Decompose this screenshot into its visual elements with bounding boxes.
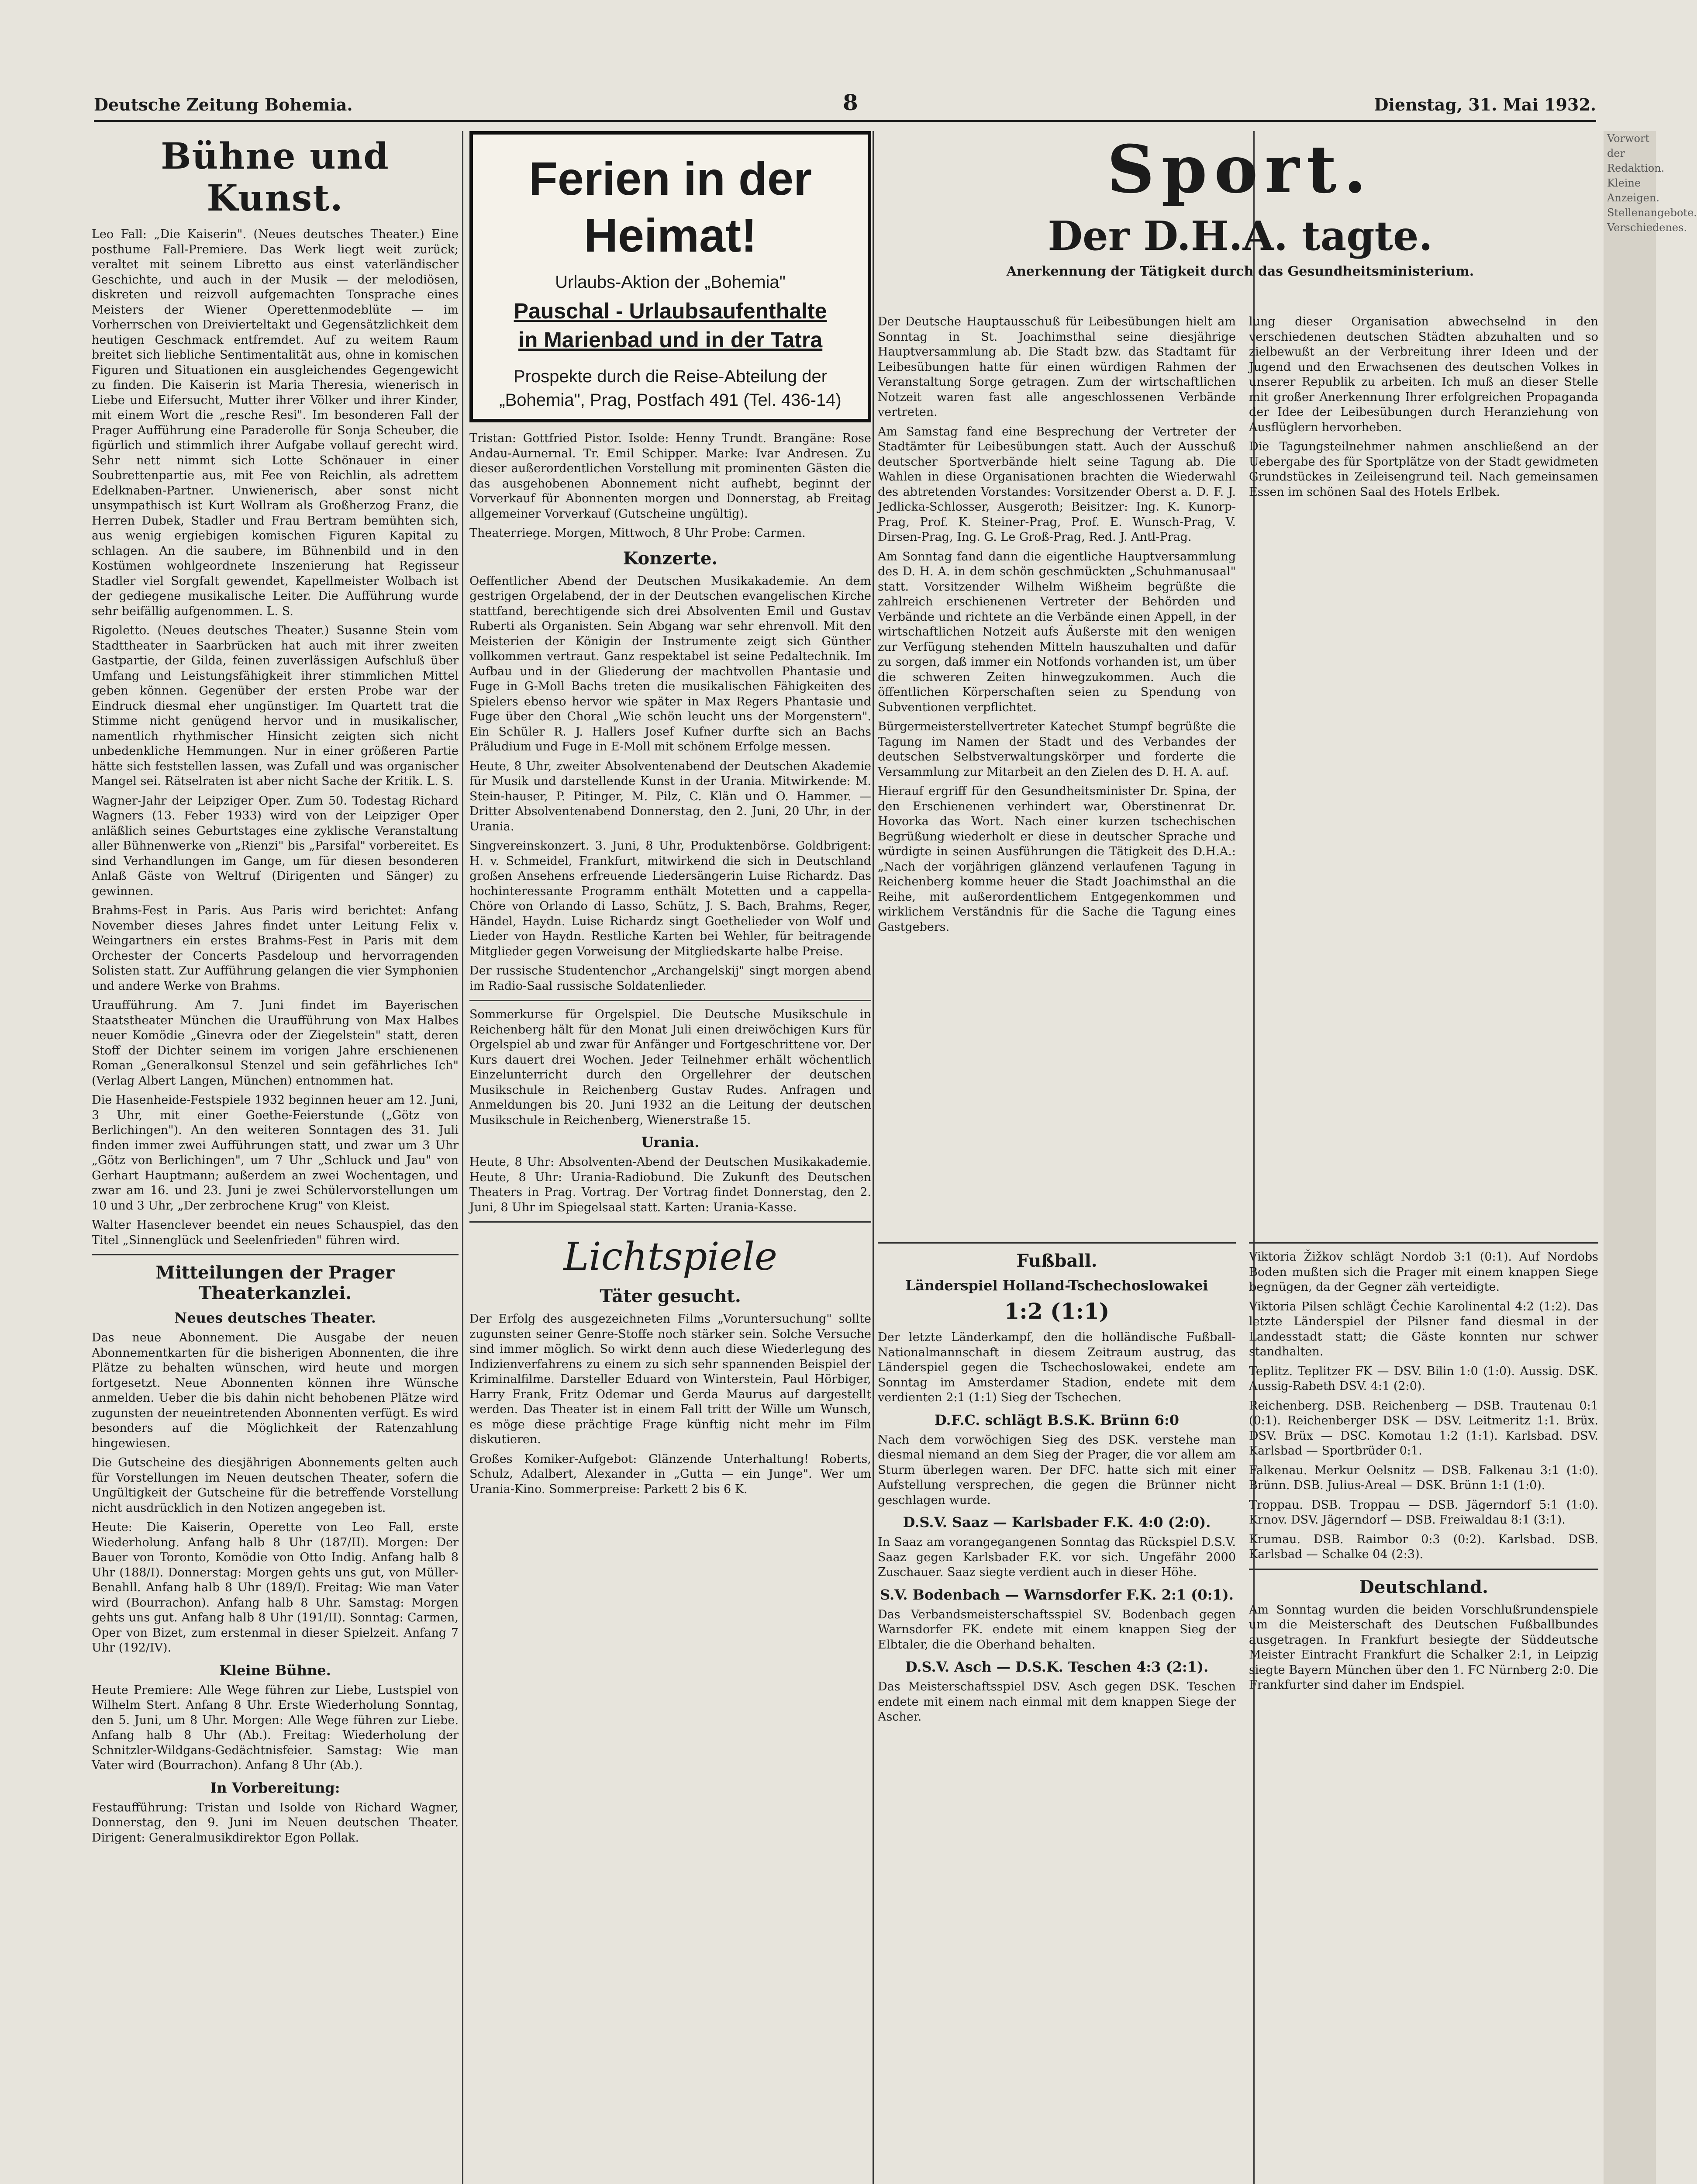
article-paragraph: Heute: Die Kaiserin, Operette von Leo Fall, erste Wiederholung. Anfang halb 8 Uhr (187/II). Morgen: Der Bauer von Toronto, Komödie von Otto Indig. Anfang halb 8 Uhr (188/I). Donnerstag: Morgen gehts uns gut, von Müller-Benahll. Anfang halb 8 Uhr (189/I). Freitag: Wie man Vater wird (Bourrachon). Anfang halb 8 Uhr. Samstag: Morgen gehts uns gut. Anfang halb 8 Uhr (191/II). Sonntag: Carmen, Oper von Bizet, zum erstenmal in dieser Spielzeit. Anfang 7 Uhr (192/IV). bbox=[92, 1521, 459, 1655]
article-paragraph: Der letzte Länderkampf, den die holländische Fußball-Nationalmannschaft in diesem Zeitraum austrug, das Länderspiel gegen die Tschechoslowakei, endete am Sonntag im Amsterdamer Stadion, endete mit dem verdienten 2:1 (1:1) Sieg der Tschechen. bbox=[878, 1330, 1236, 1404]
divider bbox=[92, 1254, 459, 1255]
article-paragraph: Wagner-Jahr der Leipziger Oper. Zum 50. Todestag Richard Wagners (13. Feber 1933) wird von der Leipziger Oper anläßlich seines Geburtstages eine zyklische Veranstaltung aller Bühnenwerke von „Rienzi" bis „Parsifal" vorbereitet. Es sind Verhandlungen im Gange, um für diesen besonderen Anlaß Gäste von Weltruf (Dirigenten und Sänger) zu gewinnen. bbox=[92, 794, 459, 898]
masthead-date: Dienstag, 31. Mai 1932. bbox=[1374, 95, 1596, 114]
article-paragraph: Die Hasenheide-Festspiele 1932 beginnen heuer am 12. Juni, 3 Uhr, mit einer Goethe-Feierstunde („Götz von Berlichingen"). An den weiteren Sonntagen des 31. Juli finden immer zwei Aufführungen statt, und zwar um 3 Uhr „Götz von Berlichingen", um 7 Uhr „Schluck und Jau" von Gerhart Hauptmann; außerdem an zwei Wochentagen, und zwar am 16. und 23. Juni je zwei Schülervorstellungen um 10 und 3 Uhr, „Der zerbrochene Krug" von Kleist. bbox=[92, 1093, 459, 1213]
article-paragraph: Leo Fall: „Die Kaiserin". (Neues deutsches Theater.) Eine posthume Fall-Premiere. Das Werk liegt weit zurück; veraltet mit seinem Libretto aus einst vaterländischer Geschichte, und auch in der Musik — der melodiösen, diskreten und reizvoll aufgemachten Tonsprache eines Meisters der Wiener Operettenmodeblüte — im Vorherrschen von Dreivierteltakt und Gegensätzlichkeit dem heutigen Geschmack entfremdet. Auf zu weitem Raum breitet sich liebliche Sentimentalität aus, ohne in komischen Figuren und Situationen ein ausgleichendes Gegengewicht zu finden. Die Kaiserin ist Maria Theresia, wienerisch in Liebe und Eifersucht, Mutter ihrer Völker und ihrer Kinder, mit einem Wort die „resche Resi". Im besonderen Fall der Prager Aufführung eine Paraderolle für Sonja Scheuber, die figürlich und stimmlich ihrer Aufgabe vollauf gerecht wird. Sehr nett nimmt sich Lotte Schönauer in einer Soubrettenpartie aus, mit Fee von Reichlin, als adrettem Edelknaben-Partner. Unwienerisch, aber sonst nicht unsympathisch ist Kurt Wollram als Großherzog Franz, die Herren Dubek, Stadler und Frau Bertram bemühten sich, aus wenig ergiebigen komischen Figuren Kapital zu schlagen. An die saubere, im Bühnenbild und in den Kostümen wohlgeordnete Inszenierung hat Regisseur Stadler viel Sorgfalt gewendet, Kapellmeister Wolbach ist der gediegene musikalische Leiter. Die Aufführung wurde sehr beifällig aufgenommen. L. S. bbox=[92, 228, 459, 618]
result-paragraph: Falkenau. Merkur Oelsnitz — DSB. Falkenau 3:1 (1:0). Brünn. DSB. Julius-Areal — DSK. Brünn 1:1 (1:0). bbox=[1249, 1463, 1598, 1492]
sport-header bbox=[878, 131, 1603, 314]
article-paragraph: Sommerkurse für Orgelspiel. Die Deutsche Musikschule in Reichenberg hält für den Monat Juli einen dreiwöchigen Kurs für Orgelspiel ab und zwar für Anfänger und Fortgeschrittene vor. Der Kurs dauert drei Wochen. Jeder Teilnehmer erhält wöchentlich Einzelunterricht durch den Orgellehrer der deutschen Musikschule in Reichenberg Gustav Rudes. Anfragen und Anmeldungen bis 20. Juni 1932 an die Leitung der deutschen Musikschule in Reichenberg, Wienerstraße 15. bbox=[469, 1008, 871, 1127]
result-paragraph: Viktoria Pilsen schlägt Čechie Karolinental 4:2 (1:2). Das letzte Länderspiel der Pilsner fand diesmal in der Landesstadt statt; die Gäste konnten nur schwer standhalten. bbox=[1249, 1299, 1598, 1358]
article-paragraph: Am Samstag fand eine Besprechung der Vertreter der Stadtämter für Leibesübungen statt. Auch der Ausschuß deutscher Sportverbände hielt seine Tagung ab. Die Wahlen in diese Organisationen brachten die Wiederwahl des abtretenden Vorstandes: Vorsitzender Oberst a. D. F. J. Jedlicka-Schlosser, Ausgeroth; Beisitzer: Ing. K. Kunorp-Prag, Prof. K. Steiner-Prag, Prof. E. Wunsch-Prag, V. Dirsen-Prag, Ing. G. Le Groß-Prag, Red. J. Antl-Prag. bbox=[878, 425, 1236, 544]
article-paragraph: Bürgermeisterstellvertreter Katechet Stumpf begrüßte die Tagung im Namen der Stadt und des Verbandes der deutschen Selbstverwaltungskörper und forderte die Versammlung zur Mitarbeit an den Zielen des D. H. A. auf. bbox=[878, 720, 1236, 779]
article-paragraph: Uraufführung. Am 7. Juni findet im Bayerischen Staatstheater München die Uraufführung von Max Halbes neuer Komödie „Ginevra oder der Ziegelstein" statt, deren Stoff der Dichter seinem im vorigen Jahre erschienenen Roman „Generalkonsul Stenzel und sein gefährliches Ich" (Verlag Albert Langen, München) entnommen hat. bbox=[92, 999, 459, 1088]
column-sport-left bbox=[878, 314, 1236, 1232]
section-heading-konzerte: Konzerte. bbox=[623, 548, 718, 569]
result-paragraph: Viktoria Žižkov schlägt Nordob 3:1 (0:1). Auf Nordobs Boden mußten sich die Prager mit einem knappen Siege begnügen, da der Gegner zäh verteidigte. bbox=[1249, 1250, 1598, 1294]
article-paragraph: Heute, 8 Uhr, zweiter Absolventenabend der Deutschen Akademie für Musik und darstellende Kunst in der Urania. Mitwirkende: M. Stein-hauser, P. Pitinger, M. Pilz, C. Klän und O. Hammer. — Dritter Absolventenabend Donnerstag, den 2. Juni, 20 Uhr, in der Urania. bbox=[469, 759, 871, 833]
article-paragraph: Die Tagungsteilnehmer nahmen anschließend an der Uebergabe des für Sportplätze von der Stadt gewidmeten Grundstückes in Zeileisengrund teil. Nach gemeinsamen Essen im schönen Saal des Hotels Erlbek. bbox=[1249, 440, 1598, 499]
subsection-heading: Neues deutsches Theater. bbox=[174, 1310, 376, 1326]
section-title-sport: Sport. bbox=[1107, 131, 1373, 208]
article-paragraph: Am Sonntag fand dann die eigentliche Hauptversammlung des D. H. A. in dem schön geschmückten „Schuhmanusaal" statt. Vorsitzender Wilhelm Wißheim begrüßte die zahlreich erschienenen Vertreter der Behörden und Verbände und richtete an die Verbände einen Appell, in der wirtschaftlichen Notzeit aufs Äußerste mit den wenigen zur Verfügung stehenden Mitteln hauszuhalten und dafür zu sorgen, daß immer ein Notfonds vorhanden ist, um über die schweren Zeiten hinwegzukommen. Auch die öffentlichen Körperschaften seien zu Spendung von Subventionen verpflichtet. bbox=[878, 549, 1236, 714]
section-heading-urania: Urania. bbox=[641, 1134, 700, 1151]
article-paragraph: Theaterriege. Morgen, Mittwoch, 8 Uhr Probe: Carmen. bbox=[469, 526, 806, 540]
article-headline: D.F.C. schlägt B.S.K. Brünn 6:0 bbox=[934, 1411, 1180, 1428]
article-paragraph: Das neue Abonnement. Die Ausgabe der neuen Abonnementkarten für die bisherigen Abonnenten, die ihre Plätze zu behalten wünschen, wird heute und morgen fortgesetzt. Neue Abonnenten können ihre Wünsche anmelden. Ueber die bis dahin nicht behobenen Plätze wird zugunsten der neueintretenden Abonnenten verfügt. Es wird besonders auf die Möglichkeit der Ratenzahlung hingewiesen. bbox=[92, 1331, 459, 1450]
article-headline: Länderspiel Holland-Tschechoslowakei bbox=[905, 1277, 1208, 1294]
divider bbox=[1249, 1569, 1598, 1570]
divider bbox=[1249, 1242, 1598, 1244]
column-sport-right bbox=[1249, 314, 1598, 1210]
ad-subtitle: Urlaubs-Aktion der „Bohemia" bbox=[555, 273, 786, 292]
edge-text: Vorwort der Redaktion. Kleine Anzeigen. Stellenangebote. Verschiedenes. bbox=[1607, 132, 1697, 234]
ad-footer: Prospekte durch die Reise-Abteilung der „Bohemia", Prag, Postfach 491 (Tel. 436-14) bbox=[499, 367, 842, 410]
column-ad-and-konzerte bbox=[469, 131, 871, 2184]
column-rule bbox=[462, 131, 463, 2184]
advertisement-box bbox=[469, 131, 871, 422]
article-paragraph: Oeffentlicher Abend der Deutschen Musikakademie. An dem gestrigen Orgelabend, der in der Deutschen evangelischen Kirche stattfand, berechtigende sich drei Absolventen Emil und Gustav Ruberti als Organisten. Sein Abgang war sehr ehrenvoll. Mit den Meisterien der Königin der Instrumente zeigt sich Günther vollkommen vertraut. Ganz respektabel ist seine Pedaltechnik. Im Aufbau und in der Gliederung der machtvollen Phantasie und Fuge in G-Moll Bachs treten die musikalischen Fähigkeiten des Spielers ebenso hervor wie später in Max Regers Phantasie und Fuge über den Choral „Wie schön leucht uns der Morgenstern". Ein Schüler R. J. Hallers Josef Kufner durfte sich an Bachs Präludium und Fuge in E-Moll mit schönem Erfolge messen. bbox=[469, 574, 871, 753]
column-buehne-und-kunst bbox=[92, 131, 459, 2184]
article-paragraph: Tristan: Gottfried Pistor. Isolde: Henny Trundt. Brangäne: Rose Andau-Aurnernal. Tr. Emil Schipper. Marke: Ivar Andresen. Zu dieser außerordentlichen Vorstellung mit prominenten Gästen die das ausgehobenen Abonnement nicht aufhebt, beginnt der Vorverkauf für Abonnenten morgen und Donnerstag, ab Freitag allgemeiner Vorverkauf (Gutscheine ungültig). bbox=[469, 432, 871, 521]
adjacent-page-edge bbox=[1604, 131, 1697, 2184]
page-number: 8 bbox=[843, 90, 858, 115]
section-heading-deutschland: Deutschland. bbox=[1359, 1576, 1488, 1597]
article-headline: Täter gesucht. bbox=[600, 1286, 741, 1306]
result-paragraph: Teplitz. Teplitzer FK — DSV. Bilin 1:0 (1:0). Aussig. DSK. Aussig-Rabeth DSV. 4:1 (2:0). bbox=[1249, 1364, 1598, 1393]
subsection-heading: In Vorbereitung: bbox=[210, 1779, 340, 1796]
article-subheadline: Anerkennung der Tätigkeit durch das Gesundheitsministerium. bbox=[1006, 264, 1474, 279]
article-paragraph: Singvereinskonzert. 3. Juni, 8 Uhr, Produktenbörse. Goldbrigent: H. v. Schmeidel, Frankfurt, mitwirkend die sich in Deutschland großen Ansehens erfreuende Liedersängerin Luise Richardz. Das hochinteressante Programm enthält Motetten und a cappella-Chöre von Orlando di Lasso, Schütz, J. S. Bach, Brahms, Reger, Händel, Haydn. Luise Richardz singt Goethelieder von Wolf und Lieder von Haydn. Restliche Karten bei Wehler, für beitragende Mitglieder gegen Vorweisung der Mitgliedskarte halbe Preise. bbox=[469, 839, 871, 958]
article-paragraph: lung dieser Organisation abwechselnd in den verschiedenen deutschen Städten abzuhalten und so zielbewußt an der Verbreitung ihrer Ideen und der Jugend und den Erwachsenen des deutschen Volkes in unserer Republik zu arbeiten. Ich muß an dieser Stelle mit großer Anerkennung Ihrer erfolgreichen Propaganda der Idee der Leibesübungen durch Heranziehung von Ausflüglern hervorheben. bbox=[1249, 315, 1598, 434]
ad-title: Ferien in der Heimat! bbox=[528, 152, 812, 262]
subsection-heading: Kleine Bühne. bbox=[219, 1662, 331, 1679]
result-paragraph: Reichenberg. DSB. Reichenberg — DSB. Trautenau 0:1 (0:1). Reichenberger DSK — DSV. Leitmeritz 1:1. Brüx. DSV. Brüx — DSC. Komotau 1:2 (1:1). Karlsbad. DSV. Karlsbad — Sportbrüder 0:1. bbox=[1249, 1399, 1598, 1458]
article-paragraph: Nach dem vorwöchigen Sieg des DSK. verstehe man diesmal niemand an dem Sieg der Prager, die vor allem am Sturm überlegen waren. Der DFC. hatte sich mit einer Aufstellung versprechen, die gegen die Brünner nicht geschlagen wurde. bbox=[878, 1433, 1236, 1507]
article-headline: D.S.V. Asch — D.S.K. Teschen 4:3 (2:1). bbox=[905, 1659, 1209, 1675]
page-header bbox=[94, 90, 1596, 122]
article-paragraph: Der Deutsche Hauptausschuß für Leibesübungen hielt am Sonntag in St. Joachimsthal seine diesjährige Hauptversammlung ab. Die Stadt bzw. das Stadtamt für Leibesübungen hatte für einen würdigen Rahmen der Veranstaltung Sorge getragen. Zum der wirtschaftlichen Notzeit waren fast alle angeschlossenen Verbände vertreten. bbox=[878, 315, 1236, 419]
article-paragraph: Das Meisterschaftsspiel DSV. Asch gegen DSK. Teschen endete mit einem nach einmal mit dem knappen Siege der Ascher. bbox=[878, 1680, 1236, 1724]
article-paragraph: In Saaz am vorangegangenen Sonntag das Rückspiel D.S.V. Saaz gegen Karlsbader F.K. vor sich. Ungefähr 2000 Zuschauer. Saaz siegte verdient auch in dieser Höhe. bbox=[878, 1535, 1236, 1579]
article-paragraph: Der Erfolg des ausgezeichneten Films „Voruntersuchung" sollte zugunsten seiner Genre-Stoffe noch stärker sein. Solche Versuche sind immer möglich. So wirkt denn auch diese Wiederlegung des Indizienverfahrens zu einem zu sich sehr spannenden Beispiel der Kriminalfilme. Darsteller Eduard von Winterstein, Paul Hörbiger, Harry Frank, Fritz Odemar und Gerda Maurus auf dargestellt werden. Das Theater ist in einem Fall tritt der Wille um Wunsch, es möge diese prächtige Frage künftig nicht mehr im Film diskutieren. bbox=[469, 1312, 871, 1446]
result-paragraph: Troppau. DSB. Troppau — DSB. Jägerndorf 5:1 (1:0). Krnov. DSV. Jägerndorf — DSB. Freiwaldau 8:1 (3:1). bbox=[1249, 1498, 1598, 1527]
article-paragraph: Das Verbandsmeisterschaftsspiel SV. Bodenbach gegen Warnsdorfer FK. endete mit einem knappen Sieg der Elbtaler, die die Oberhand behalten. bbox=[878, 1607, 1236, 1652]
article-paragraph: Walter Hasenclever beendet ein neues Schauspiel, das den Titel „Sinnenglück und Seelenfrieden" führen wird. bbox=[92, 1218, 459, 1247]
article-paragraph: Großes Komiker-Aufgebot: Glänzende Unterhaltung! Roberts, Schulz, Adalbert, Alexander in „Gutta — ein Junge". Wer um Urania-Kino. Sommerpreise: Parkett 2 bis 6 K. bbox=[469, 1452, 871, 1496]
column-rule bbox=[873, 131, 874, 2184]
column-results bbox=[1249, 1236, 1598, 2184]
result-paragraph: Krumau. DSB. Raimbor 0:3 (0:2). Karlsbad. DSB. Karlsbad — Schalke 04 (2:3). bbox=[1249, 1532, 1598, 1561]
divider bbox=[878, 1242, 1236, 1244]
section-heading-fussball: Fußball. bbox=[1016, 1251, 1097, 1271]
article-paragraph: Am Sonntag wurden die beiden Vorschlußrundenspiele um die Meisterschaft des Deutschen Fußballbundes ausgetragen. In Frankfurt besiegte der Süddeutsche Meister Eintracht Frankfurt die Schalker 2:1, in Leipzig siegte Bayern München über den 1. FC Nürnberg 2:0. Die Frankfurter sind daher im Endspiel. bbox=[1249, 1603, 1598, 1692]
section-title: Bühne und Kunst. bbox=[161, 135, 390, 219]
article-headline: Der D.H.A. tagte. bbox=[1048, 212, 1433, 259]
article-headline: S.V. Bodenbach — Warnsdorfer F.K. 2:1 (0:1). bbox=[880, 1586, 1234, 1603]
ad-line: Pauschal - Urlaubsaufenthalte bbox=[514, 299, 827, 323]
article-headline: D.S.V. Saaz — Karlsbader F.K. 4:0 (2:0). bbox=[903, 1514, 1211, 1531]
column-fussball bbox=[878, 1236, 1236, 2184]
section-heading-lichtspiele: Lichtspiele bbox=[563, 1234, 777, 1279]
article-paragraph: Der russische Studentenchor „Archangelskij" singt morgen abend im Radio-Saal russische Soldatenlieder. bbox=[469, 964, 871, 993]
article-paragraph: Rigoletto. (Neues deutsches Theater.) Susanne Stein vom Stadttheater in Saarbrücken hat auch mit ihrer zweiten Gastpartie, der Gilda, feinen zuverlässigen Aufschluß über Umfang und Leistungsfähigkeit ihrer stimmlichen Mittel geben können. Gegenüber der ersten Probe war der Eindruck diesmal eher ungünstiger. Im Quartett trat die Stimme nicht genügend hervor und in musikalischer, namentlich rhythmischer Hinsicht zeigten sich nicht unbedenkliche Hemmungen. Nur in einer größeren Partie hätte sich feststellen lassen, was Zufall und was organischer Mangel sei. Rätselraten ist aber nicht Sache der Kritik. L. S. bbox=[92, 624, 459, 788]
section-subtitle: Mitteilungen der Prager Theaterkanzlei. bbox=[155, 1262, 395, 1303]
divider bbox=[469, 1000, 871, 1001]
ad-line: in Marienbad und in der Tatra bbox=[518, 328, 823, 352]
article-paragraph: Die Gutscheine des diesjährigen Abonnements gelten auch für Vorstellungen im Neuen deutschen Theater, sofern die Ungültigkeit der Gutscheine für die betreffende Vorstellung nicht ausdrücklich in den Notizen angegeben ist. bbox=[92, 1456, 459, 1515]
article-paragraph: Brahms-Fest in Paris. Aus Paris wird berichtet: Anfang November dieses Jahres findet unter Leitung Felix v. Weingartners ein erstes Brahms-Fest in Paris mit dem Orchester der Concerts Pasdeloup und hervorragenden Solisten statt. Zur Aufführung gelangen die vier Symphonien und andere Werke von Brahms. bbox=[92, 904, 459, 993]
article-paragraph: Heute Premiere: Alle Wege führen zur Liebe, Lustspiel von Wilhelm Stert. Anfang 8 Uhr. Erste Wiederholung Sonntag, den 5. Juni, um 8 Uhr. Morgen: Alle Wege führen zur Liebe. Anfang halb 8 Uhr (Ab.). Freitag: Wiederholung der Schnitzler-Wildgans-Gedächtnisfeier. Samstag: Wie man Vater wird (Bourrachon). Anfang 8 Uhr (Ab.). bbox=[92, 1683, 459, 1772]
match-score: 1:2 (1:1) bbox=[1004, 1298, 1110, 1324]
article-paragraph: Heute, 8 Uhr: Absolventen-Abend der Deutschen Musikakademie. Heute, 8 Uhr: Urania-Radiobund. Die Zukunft des Deutschen Theaters in Prag. Vortrag. Der Vortrag findet Donnerstag, den 2. Juni, 8 Uhr im Spiegelsaal statt. Karten: Urania-Kasse. bbox=[469, 1155, 871, 1214]
article-paragraph: Festaufführung: Tristan und Isolde von Richard Wagner, Donnerstag, den 9. Juni im Neuen deutschen Theater. Dirigent: Generalmusikdirektor Egon Pollak. bbox=[92, 1800, 459, 1845]
article-paragraph: Hierauf ergriff für den Gesundheitsminister Dr. Spina, der den Erschienenen verhindert war, Oberstinenrat Dr. Hovorka das Wort. Nach einer kurzen tschechischen Begrüßung wiederholt er diese in deutscher Sprache und würdigte in seinen Ausführungen die Tätigkeit des D.H.A.: „Nach der vorjährigen glänzend verlaufenen Tagung in Reichenberg komme heuer die Stadt Joachimsthal an die Reihe, mit außerordentlichem Entgegenkommen und wirklichem Verständnis für die Sache die Tagung eines Gastgebers. bbox=[878, 784, 1236, 934]
divider bbox=[469, 1221, 871, 1223]
masthead-left: Deutsche Zeitung Bohemia. bbox=[94, 95, 353, 114]
